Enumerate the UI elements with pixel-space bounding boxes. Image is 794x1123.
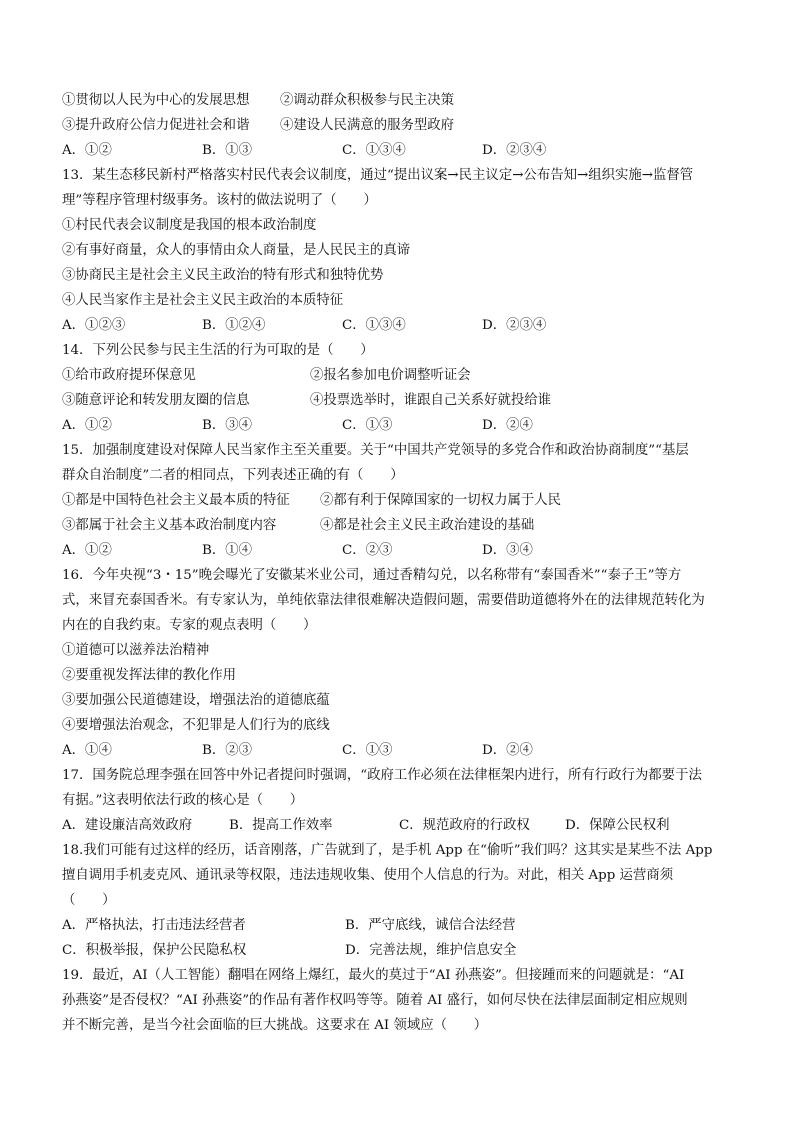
q12-option-d: D．②③④	[482, 143, 547, 158]
q19-stem-line-2: 孙燕姿”是否侵权？“AI 孙燕姿”的作品有著作权吗等等。随着 AI 盛行，如何尽快在法律层面制定相应规则	[62, 993, 688, 1008]
q16-stem-line-2: 式，来冒充泰国香米。有专家认为，单纯依靠法律很难解决造假问题，需要借助道德将外在的法律规范转化为	[62, 593, 705, 608]
q17-option-c: C．规范政府的行政权	[399, 818, 530, 833]
q13-option-a: A．①②③	[62, 318, 126, 333]
q15-options	[62, 538, 734, 563]
q14-option-c: C．①③	[342, 418, 393, 433]
q16-stem-line-1: 16．今年央视“3・15”晚会曝光了安徽某米业公司，通过香精勾兑，以名称带有“泰国香米”“泰子王”等方	[62, 568, 682, 583]
q18-stem-line-3: （ ）	[62, 893, 116, 908]
q15-option-c: C．②③	[342, 543, 393, 558]
exam-page	[62, 88, 734, 1038]
q18-option-a: A．严格执法，打击违法经营者	[62, 918, 246, 933]
q15-statements-row-1	[62, 488, 734, 513]
q13-option-d: D．②③④	[482, 318, 547, 333]
q16-option-b: B．②③	[202, 743, 253, 758]
q17-stem-line-1: 17．国务院总理李强在回答中外记者提问时强调，“政府工作必须在法律框架内进行，所有行政行为都要于法	[62, 768, 702, 783]
q13-option-b: B．①②④	[202, 318, 266, 333]
q14-option-d: D．②④	[482, 418, 533, 433]
q13-statement-4: ④人民当家作主是社会主义民主政治的本质特征	[62, 293, 344, 308]
q13-statement-2: ②有事好商量，众人的事情由众人商量，是人民民主的真谛	[62, 243, 411, 258]
q15-statements-row-2	[62, 513, 734, 538]
q18-options-row-1	[62, 913, 734, 938]
q15-statement-1: ①都是中国特色社会主义最本质的特征	[62, 493, 290, 508]
q13-statement-1: ①村民代表会议制度是我国的根本政治制度	[62, 218, 317, 233]
q19-stem-line-1: 19．最近，AI（人工智能）翻唱在网络上爆红，最火的莫过于“AI 孙燕姿”。但接踵而来的问题就是：“AI	[62, 968, 685, 983]
q14-statement-2: ②报名参加电价调整听证会	[310, 368, 471, 383]
q12-statement-3: ③提升政府公信力促进社会和谐	[62, 118, 250, 133]
q12-statements-row-2	[62, 113, 734, 138]
q17-option-a: A．建设廉洁高效政府	[62, 818, 193, 833]
q13-stem-line-1: 13．某生态移民新村严格落实村民代表会议制度，通过“提出议案→民主议定→公布告知→组织实施→监督管	[62, 168, 694, 183]
q18-stem-line-2: 擅自调用手机麦克风、通讯录等权限，违法违规收集、使用个人信息的行为。对此，相关 App 运营商须	[62, 868, 674, 883]
q16-statement-2: ②要重视发挥法律的教化作用	[62, 668, 237, 683]
q16-option-a: A．①④	[62, 743, 112, 758]
q14-options	[62, 413, 734, 438]
q17-option-b: B．提高工作效率	[229, 818, 333, 833]
q12-option-b: B．①③	[202, 143, 253, 158]
q17-options	[62, 813, 734, 838]
q12-statement-1: ①贯彻以人民为中心的发展思想	[62, 93, 250, 108]
q13-option-c: C．①③④	[342, 318, 406, 333]
q13-statement-3: ③协商民主是社会主义民主政治的特有形式和独特优势	[62, 268, 384, 283]
q18-options-row-2	[62, 938, 734, 963]
q14-stem: 14．下列公民参与民主生活的行为可取的是（ ）	[62, 343, 374, 358]
q12-statements-row-1	[62, 88, 734, 113]
q12-statement-4: ④建设人民满意的服务型政府	[280, 118, 455, 133]
q17-option-d: D．保障公民权利	[565, 818, 670, 833]
q16-stem-line-3: 内在的自我约束。专家的观点表明（ ）	[62, 618, 317, 633]
q18-stem-line-1: 18.我们可能有过这样的经历，话音刚落，广告就到了，是手机 App 在“偷听”我们吗？这其实是某些不法 App	[62, 843, 713, 858]
q15-statement-3: ③都属于社会主义基本政治制度内容	[62, 518, 277, 533]
q14-statement-3: ③随意评论和转发朋友圈的信息	[62, 393, 250, 408]
q14-option-a: A．①②	[62, 418, 112, 433]
q16-statement-1: ①道德可以滋养法治精神	[62, 643, 210, 658]
q12-options	[62, 138, 734, 163]
q17-stem-line-2: 有据。”这表明依法行政的核心是（ ）	[62, 793, 304, 808]
q14-statement-4: ④投票选举时，谁跟自己关系好就投给谁	[310, 393, 552, 408]
q15-stem-line-2: 群众自治制度”二者的相同点，下列表述正确的有（ ）	[62, 468, 404, 483]
q15-statement-4: ④都是社会主义民主政治建设的基础	[320, 518, 535, 533]
q18-option-b: B．严守底线，诚信合法经营	[345, 918, 516, 933]
q15-statement-2: ②都有利于保障国家的一切权力属于人民	[320, 493, 562, 508]
q16-statement-3: ③要加强公民道德建设，增强法治的道德底蕴	[62, 693, 330, 708]
q16-option-d: D．②④	[482, 743, 533, 758]
q16-option-c: C．①③	[342, 743, 393, 758]
q14-statements-row-1	[62, 363, 734, 388]
q14-statement-1: ①给市政府提环保意见	[62, 368, 196, 383]
q18-option-d: D．完善法规，维护信息安全	[345, 943, 517, 958]
q12-statement-2: ②调动群众积极参与民主决策	[280, 93, 455, 108]
q15-option-a: A．①②	[62, 543, 112, 558]
q16-options	[62, 738, 734, 763]
q19-stem-line-3: 并不断完善，是当今社会面临的巨大挑战。这要求在 AI 领域应（ ）	[62, 1018, 488, 1033]
q14-option-b: B．③④	[202, 418, 253, 433]
q15-stem-line-1: 15．加强制度建设对保障人民当家作主至关重要。关于“中国共产党领导的多党合作和政治协商制度”“基层	[62, 443, 689, 458]
q12-option-c: C．①③④	[342, 143, 406, 158]
q16-statement-4: ④要增强法治观念，不犯罪是人们行为的底线	[62, 718, 330, 733]
q15-option-b: B．①④	[202, 543, 253, 558]
q12-option-a: A．①②	[62, 143, 112, 158]
q18-option-c: C．积极举报，保护公民隐私权	[62, 943, 247, 958]
q15-option-d: D．③④	[482, 543, 533, 558]
q14-statements-row-2	[62, 388, 734, 413]
q13-stem-line-2: 理”等程序管理村级事务。该村的做法说明了（ ）	[62, 193, 377, 208]
q13-options	[62, 313, 734, 338]
